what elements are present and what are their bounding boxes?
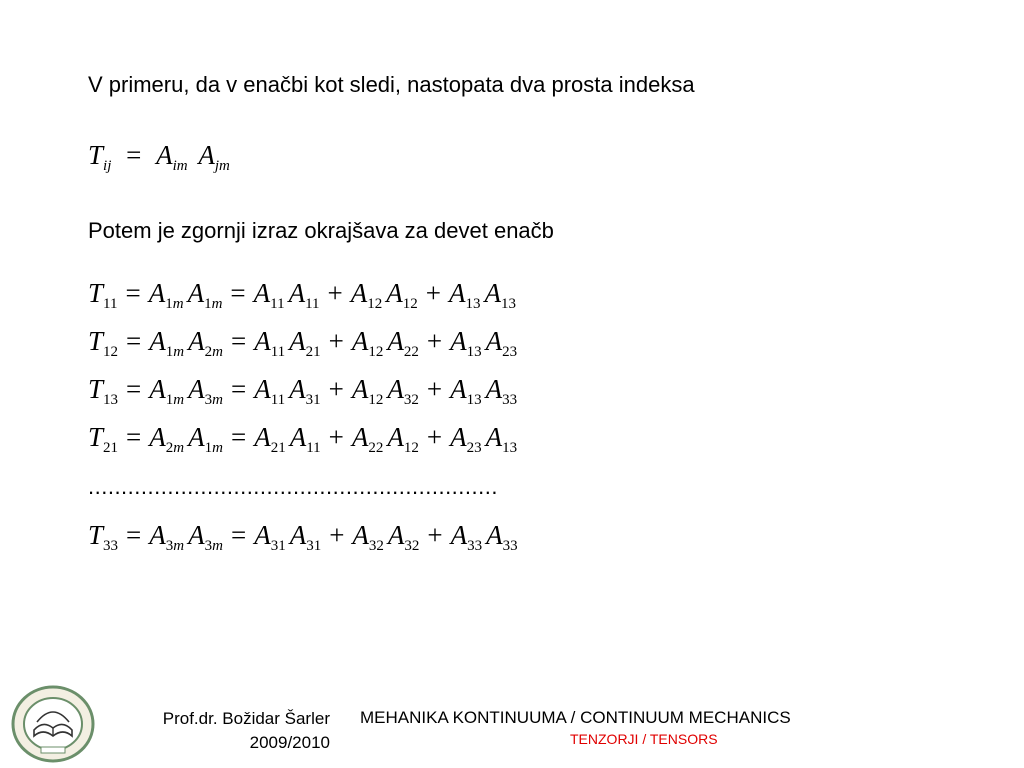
middle-text: Potem je zgornji izraz okrajšava za devet enačb bbox=[88, 218, 554, 243]
author-block bbox=[163, 707, 330, 755]
intro-text: V primeru, da v enačbi kot sledi, nastopata dva prosta indeksa bbox=[88, 72, 695, 97]
chapter-subtitle: TENZORJI / TENSORS bbox=[570, 731, 718, 747]
equation-t21: $T_{21} = A_{2m}$ $A_{1m} = A_{21}$ $A_{11} + A_{22}$ $A_{12} + A_{23}$ $A_{13}$ bbox=[88, 422, 518, 456]
equation-t33: $T_{33} = A_{3m}$ $A_{3m} = A_{31}$ $A_{31} + A_{32}$ $A_{32} + A_{33}$ $A_{33}$ bbox=[88, 520, 518, 554]
definition-equation: $T_{ij} = A_{im}$ $A_{jm}$ bbox=[88, 140, 230, 174]
academic-year: 2009/2010 bbox=[249, 733, 330, 752]
equation-t11: $T_{11} = A_{1m}$ $A_{1m} = A_{11}$ $A_{11} + A_{12}$ $A_{12} + A_{13}$ $A_{13}$ bbox=[88, 278, 517, 312]
author-name: Prof.dr. Božidar Šarler bbox=[162, 709, 330, 728]
equation-t12: $T_{12} = A_{1m}$ $A_{2m} = A_{11}$ $A_{21} + A_{12}$ $A_{22} + A_{13}$ $A_{23}$ bbox=[88, 326, 518, 360]
university-seal bbox=[10, 684, 96, 764]
equation-t13: $T_{13} = A_{1m}$ $A_{3m} = A_{11}$ $A_{31} + A_{12}$ $A_{32} + A_{13}$ $A_{33}$ bbox=[88, 374, 518, 408]
ellipsis-row: .............................................................. bbox=[88, 474, 498, 499]
course-title: MEHANIKA KONTINUUMA / CONTINUUM MECHANICS bbox=[360, 708, 791, 727]
